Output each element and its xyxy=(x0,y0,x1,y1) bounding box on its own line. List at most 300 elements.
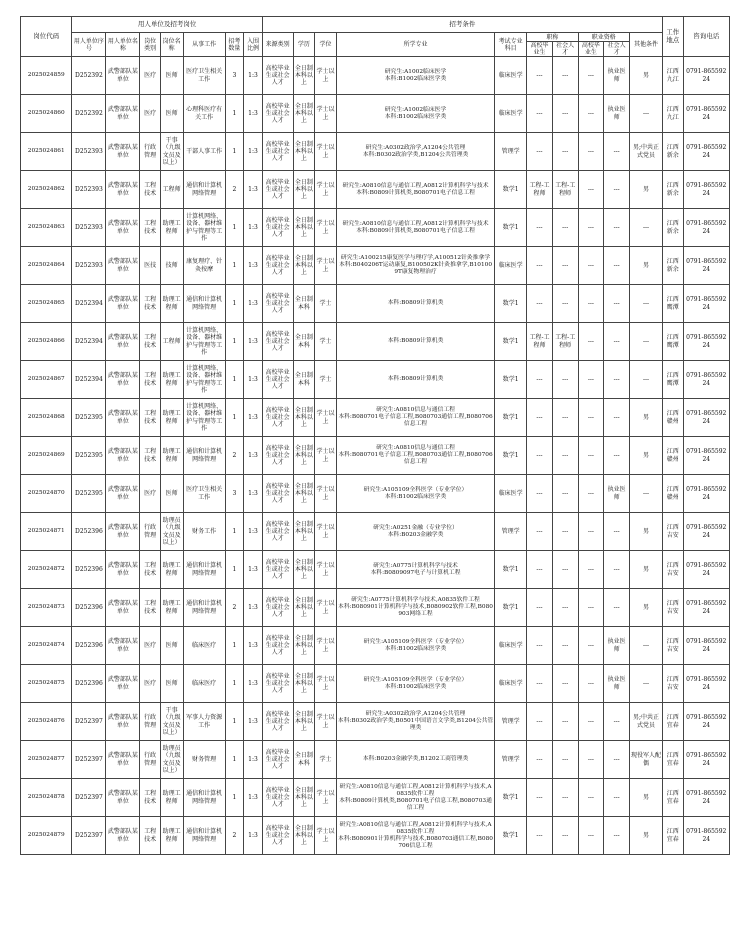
post-name-cell: 助理工程师 xyxy=(160,589,183,627)
qual-graduate-cell: --- xyxy=(578,323,604,361)
major-cell: 研究生:A0775计算机科学与技术,A0835软件工程 本科:B080901计算机科学与技术,B080902软件工程,B080903网络工程 xyxy=(336,589,494,627)
work-cell: 临床医疗 xyxy=(183,627,225,665)
title-social-cell: --- xyxy=(552,703,578,741)
work-cell: 康复理疗、针灸按摩 xyxy=(183,247,225,285)
work-cell: 干部人事工作 xyxy=(183,133,225,171)
unit-name-cell: 武警部队某单位 xyxy=(106,323,140,361)
title-social-cell: --- xyxy=(552,627,578,665)
ratio-cell: 1:3 xyxy=(244,95,263,133)
quota-cell: 2 xyxy=(225,589,244,627)
qual-social-cell: 执业医师 xyxy=(604,475,630,513)
unit-seq-cell: D252396 xyxy=(72,627,106,665)
unit-name-cell: 武警部队某单位 xyxy=(106,437,140,475)
location-cell: 江西赣州 xyxy=(663,399,684,437)
post-type-cell: 医疗 xyxy=(140,475,161,513)
title-graduate-cell: --- xyxy=(527,57,553,95)
unit-name-cell: 武警部队某单位 xyxy=(106,95,140,133)
education-cell: 全日制本科以上 xyxy=(293,817,315,855)
quota-cell: 1 xyxy=(225,703,244,741)
qual-graduate-cell: --- xyxy=(578,361,604,399)
header-location: 工作地点 xyxy=(663,17,684,57)
qual-social-cell: --- xyxy=(604,817,630,855)
exam-subject-cell: 数学1 xyxy=(495,323,527,361)
post-type-cell: 工程技术 xyxy=(140,171,161,209)
work-cell: 通信和计算机网络管理 xyxy=(183,779,225,817)
unit-seq-cell: D252393 xyxy=(72,209,106,247)
post-code-cell: 2025024859 xyxy=(21,57,72,95)
education-cell: 全日制本科以上 xyxy=(293,513,315,551)
ratio-cell: 1:3 xyxy=(244,399,263,437)
work-cell: 计算机网络、设备、器材维护与管理等工作 xyxy=(183,361,225,399)
unit-seq-cell: D252397 xyxy=(72,817,106,855)
source-cell: 高校毕业生或社会人才 xyxy=(262,133,293,171)
work-cell: 临床医疗 xyxy=(183,665,225,703)
qual-graduate-cell: --- xyxy=(578,741,604,779)
ratio-cell: 1:3 xyxy=(244,513,263,551)
degree-cell: 学士 xyxy=(315,323,337,361)
table-row xyxy=(21,95,730,133)
unit-name-cell: 武警部队某单位 xyxy=(106,513,140,551)
qual-social-cell: --- xyxy=(604,247,630,285)
degree-cell: 学士以上 xyxy=(315,247,337,285)
title-graduate-cell: --- xyxy=(527,247,553,285)
location-cell: 江西吉安 xyxy=(663,551,684,589)
quota-cell: 1 xyxy=(225,95,244,133)
post-code-cell: 2025024867 xyxy=(21,361,72,399)
degree-cell: 学士以上 xyxy=(315,589,337,627)
post-type-cell: 工程技术 xyxy=(140,361,161,399)
table-row xyxy=(21,741,730,779)
ratio-cell: 1:3 xyxy=(244,285,263,323)
ratio-cell: 1:3 xyxy=(244,665,263,703)
location-cell: 江西宜春 xyxy=(663,703,684,741)
quota-cell: 1 xyxy=(225,323,244,361)
table-row xyxy=(21,285,730,323)
qual-social-cell: --- xyxy=(604,551,630,589)
unit-seq-cell: D252397 xyxy=(72,741,106,779)
unit-seq-cell: D252393 xyxy=(72,133,106,171)
post-type-cell: 工程技术 xyxy=(140,323,161,361)
degree-cell: 学士 xyxy=(315,285,337,323)
other-conditions-cell: 男 xyxy=(629,513,662,551)
unit-name-cell: 武警部队某单位 xyxy=(106,475,140,513)
major-cell: 研究生:A0251金融（专业学位） 本科:B0203金融学类 xyxy=(336,513,494,551)
work-cell: 心理科医疗有关工作 xyxy=(183,95,225,133)
phone-cell: 0791-86559224 xyxy=(683,475,729,513)
quota-cell: 1 xyxy=(225,551,244,589)
post-type-cell: 工程技术 xyxy=(140,589,161,627)
qual-graduate-cell: --- xyxy=(578,817,604,855)
source-cell: 高校毕业生或社会人才 xyxy=(262,95,293,133)
post-code-cell: 2025024863 xyxy=(21,209,72,247)
major-cell: 本科:B0809计算机类 xyxy=(336,285,494,323)
other-conditions-cell: --- xyxy=(629,627,662,665)
unit-name-cell: 武警部队某单位 xyxy=(106,627,140,665)
quota-cell: 1 xyxy=(225,513,244,551)
post-type-cell: 工程技术 xyxy=(140,551,161,589)
qual-social-cell: --- xyxy=(604,589,630,627)
post-code-cell: 2025024861 xyxy=(21,133,72,171)
major-cell: 研究生:A0810信息与通信工程 本科:B080701电子信息工程,B080703通信工程,B080706信息工程 xyxy=(336,399,494,437)
work-cell: 通信和计算机网络管理 xyxy=(183,285,225,323)
unit-seq-cell: D252396 xyxy=(72,513,106,551)
title-graduate-cell: --- xyxy=(527,361,553,399)
table-row xyxy=(21,171,730,209)
work-cell: 计算机网络、设备、器材维护与管理等工作 xyxy=(183,209,225,247)
education-cell: 全日制本科以上 xyxy=(293,475,315,513)
post-type-cell: 工程技术 xyxy=(140,399,161,437)
recruitment-table-container xyxy=(20,16,730,855)
degree-cell: 学士以上 xyxy=(315,703,337,741)
post-code-cell: 2025024865 xyxy=(21,285,72,323)
ratio-cell: 1:3 xyxy=(244,589,263,627)
exam-subject-cell: 临床医学 xyxy=(495,57,527,95)
title-graduate-cell: --- xyxy=(527,741,553,779)
title-social-cell: --- xyxy=(552,437,578,475)
unit-name-cell: 武警部队某单位 xyxy=(106,285,140,323)
quota-cell: 1 xyxy=(225,779,244,817)
quota-cell: 1 xyxy=(225,741,244,779)
qual-social-cell: --- xyxy=(604,133,630,171)
degree-cell: 学士以上 xyxy=(315,209,337,247)
education-cell: 全日制本科以上 xyxy=(293,57,315,95)
education-cell: 全日制本科 xyxy=(293,361,315,399)
other-conditions-cell: 男 xyxy=(629,437,662,475)
education-cell: 全日制本科以上 xyxy=(293,779,315,817)
header-exam-subject: 考试专业科目 xyxy=(495,33,527,57)
ratio-cell: 1:3 xyxy=(244,171,263,209)
degree-cell: 学士以上 xyxy=(315,95,337,133)
unit-name-cell: 武警部队某单位 xyxy=(106,817,140,855)
post-name-cell: 医师 xyxy=(160,95,183,133)
degree-cell: 学士 xyxy=(315,361,337,399)
major-cell: 研究生:A0775计算机科学与技术 本科:B0809097电子与计算机工程 xyxy=(336,551,494,589)
education-cell: 全日制本科以上 xyxy=(293,95,315,133)
unit-seq-cell: D252395 xyxy=(72,399,106,437)
quota-cell: 1 xyxy=(225,209,244,247)
post-type-cell: 工程技术 xyxy=(140,437,161,475)
degree-cell: 学士以上 xyxy=(315,171,337,209)
location-cell: 江西新余 xyxy=(663,247,684,285)
title-social-cell: --- xyxy=(552,133,578,171)
post-code-cell: 2025024869 xyxy=(21,437,72,475)
post-code-cell: 2025024875 xyxy=(21,665,72,703)
major-cell: 研究生:A105109全科医学（专业学位） 本科:B1002临床医学类 xyxy=(336,665,494,703)
table-row xyxy=(21,209,730,247)
title-social-cell: --- xyxy=(552,361,578,399)
title-graduate-cell: --- xyxy=(527,551,553,589)
location-cell: 江西九江 xyxy=(663,95,684,133)
phone-cell: 0791-86559224 xyxy=(683,703,729,741)
source-cell: 高校毕业生或社会人才 xyxy=(262,57,293,95)
qual-social-cell: --- xyxy=(604,741,630,779)
degree-cell: 学士以上 xyxy=(315,779,337,817)
header-post-type: 岗位类别 xyxy=(140,33,161,57)
source-cell: 高校毕业生或社会人才 xyxy=(262,589,293,627)
title-social-cell: --- xyxy=(552,95,578,133)
qual-graduate-cell: --- xyxy=(578,779,604,817)
location-cell: 江西赣州 xyxy=(663,437,684,475)
quota-cell: 2 xyxy=(225,817,244,855)
work-cell: 通信和计算机网络管理 xyxy=(183,589,225,627)
unit-seq-cell: D252396 xyxy=(72,665,106,703)
unit-seq-cell: D252396 xyxy=(72,589,106,627)
degree-cell: 学士以上 xyxy=(315,399,337,437)
exam-subject-cell: 临床医学 xyxy=(495,665,527,703)
location-cell: 江西新余 xyxy=(663,133,684,171)
ratio-cell: 1:3 xyxy=(244,57,263,95)
title-social-cell: --- xyxy=(552,817,578,855)
quota-cell: 1 xyxy=(225,665,244,703)
header-major: 所学专业 xyxy=(336,33,494,57)
work-cell: 计算机网络、设备、器材维护与管理等工作 xyxy=(183,399,225,437)
quota-cell: 1 xyxy=(225,399,244,437)
title-graduate-cell: --- xyxy=(527,589,553,627)
qual-graduate-cell: --- xyxy=(578,589,604,627)
degree-cell: 学士以上 xyxy=(315,437,337,475)
title-social-cell: --- xyxy=(552,57,578,95)
post-type-cell: 工程技术 xyxy=(140,779,161,817)
post-name-cell: 干事（九级文员及以上） xyxy=(160,133,183,171)
ratio-cell: 1:3 xyxy=(244,703,263,741)
degree-cell: 学士以上 xyxy=(315,551,337,589)
qual-graduate-cell: --- xyxy=(578,133,604,171)
unit-seq-cell: D252394 xyxy=(72,361,106,399)
education-cell: 全日制本科以上 xyxy=(293,665,315,703)
qual-social-cell: --- xyxy=(604,513,630,551)
location-cell: 江西宜春 xyxy=(663,779,684,817)
title-social-cell: --- xyxy=(552,741,578,779)
title-graduate-cell: --- xyxy=(527,133,553,171)
source-cell: 高校毕业生或社会人才 xyxy=(262,285,293,323)
exam-subject-cell: 管理学 xyxy=(495,513,527,551)
source-cell: 高校毕业生或社会人才 xyxy=(262,665,293,703)
post-code-cell: 2025024878 xyxy=(21,779,72,817)
title-graduate-cell: --- xyxy=(527,475,553,513)
post-code-cell: 2025024874 xyxy=(21,627,72,665)
location-cell: 江西鹰潭 xyxy=(663,285,684,323)
location-cell: 江西新余 xyxy=(663,171,684,209)
post-code-cell: 2025024864 xyxy=(21,247,72,285)
post-type-cell: 工程技术 xyxy=(140,817,161,855)
exam-subject-cell: 临床医学 xyxy=(495,475,527,513)
phone-cell: 0791-86559224 xyxy=(683,361,729,399)
post-name-cell: 助理工程师 xyxy=(160,437,183,475)
education-cell: 全日制本科以上 xyxy=(293,703,315,741)
phone-cell: 0791-86559224 xyxy=(683,665,729,703)
unit-seq-cell: D252397 xyxy=(72,703,106,741)
other-conditions-cell: 男 xyxy=(629,171,662,209)
location-cell: 江西吉安 xyxy=(663,627,684,665)
qual-social-cell: 执业医师 xyxy=(604,665,630,703)
source-cell: 高校毕业生或社会人才 xyxy=(262,247,293,285)
other-conditions-cell: 男;中共正式党员 xyxy=(629,133,662,171)
header-education: 学历 xyxy=(293,33,315,57)
education-cell: 全日制本科 xyxy=(293,323,315,361)
exam-subject-cell: 临床医学 xyxy=(495,247,527,285)
exam-subject-cell: 管理学 xyxy=(495,703,527,741)
header-work: 从事工作 xyxy=(183,33,225,57)
education-cell: 全日制本科以上 xyxy=(293,247,315,285)
degree-cell: 学士以上 xyxy=(315,475,337,513)
table-row xyxy=(21,589,730,627)
exam-subject-cell: 数学1 xyxy=(495,285,527,323)
ratio-cell: 1:3 xyxy=(244,361,263,399)
unit-seq-cell: D252394 xyxy=(72,285,106,323)
work-cell: 财务工作 xyxy=(183,513,225,551)
work-cell: 通信和计算机网络管理 xyxy=(183,171,225,209)
table-row xyxy=(21,627,730,665)
title-graduate-cell: --- xyxy=(527,513,553,551)
header-group-unit: 用人单位及招考岗位 xyxy=(72,17,262,33)
table-row xyxy=(21,513,730,551)
unit-name-cell: 武警部队某单位 xyxy=(106,551,140,589)
post-code-cell: 2025024860 xyxy=(21,95,72,133)
post-code-cell: 2025024877 xyxy=(21,741,72,779)
header-phone: 咨询电话 xyxy=(683,17,729,57)
header-title-social: 社会人才 xyxy=(552,42,578,57)
post-code-cell: 2025024873 xyxy=(21,589,72,627)
major-cell: 研究生:A1002临床医学 本科:B1002临床医学类 xyxy=(336,95,494,133)
phone-cell: 0791-86559224 xyxy=(683,551,729,589)
qual-social-cell: 执业医师 xyxy=(604,57,630,95)
table-row xyxy=(21,247,730,285)
education-cell: 全日制本科以上 xyxy=(293,589,315,627)
header-ratio: 入围比例 xyxy=(244,33,263,57)
other-conditions-cell: 男 xyxy=(629,779,662,817)
unit-seq-cell: D252392 xyxy=(72,95,106,133)
qual-social-cell: --- xyxy=(604,399,630,437)
education-cell: 全日制本科 xyxy=(293,741,315,779)
quota-cell: 2 xyxy=(225,437,244,475)
ratio-cell: 1:3 xyxy=(244,437,263,475)
title-social-cell: 工程-工程师 xyxy=(552,323,578,361)
source-cell: 高校毕业生或社会人才 xyxy=(262,361,293,399)
header-post-name: 岗位名称 xyxy=(160,33,183,57)
unit-seq-cell: D252394 xyxy=(72,323,106,361)
qual-graduate-cell: --- xyxy=(578,57,604,95)
post-code-cell: 2025024862 xyxy=(21,171,72,209)
source-cell: 高校毕业生或社会人才 xyxy=(262,741,293,779)
header-qualification-group: 职业资格 xyxy=(578,33,629,42)
major-cell: 研究生:A105109全科医学（专业学位） 本科:B1002临床医学类 xyxy=(336,627,494,665)
title-social-cell: --- xyxy=(552,589,578,627)
qual-social-cell: --- xyxy=(604,323,630,361)
exam-subject-cell: 数学1 xyxy=(495,437,527,475)
phone-cell: 0791-86559224 xyxy=(683,247,729,285)
ratio-cell: 1:3 xyxy=(244,323,263,361)
location-cell: 江西九江 xyxy=(663,57,684,95)
title-social-cell: --- xyxy=(552,665,578,703)
title-graduate-cell: --- xyxy=(527,665,553,703)
title-social-cell: --- xyxy=(552,779,578,817)
post-code-cell: 2025024871 xyxy=(21,513,72,551)
qual-graduate-cell: --- xyxy=(578,703,604,741)
quota-cell: 1 xyxy=(225,133,244,171)
unit-name-cell: 武警部队某单位 xyxy=(106,779,140,817)
major-cell: 研究生:A0810信息与通信工程,A0812计算机科学与技术,A0835软件工程 本科:B0809计算机类,B080701电子信息工程,B080703通信工程 xyxy=(336,779,494,817)
unit-seq-cell: D252395 xyxy=(72,437,106,475)
exam-subject-cell: 数学1 xyxy=(495,399,527,437)
other-conditions-cell: --- xyxy=(629,361,662,399)
source-cell: 高校毕业生或社会人才 xyxy=(262,779,293,817)
ratio-cell: 1:3 xyxy=(244,817,263,855)
unit-seq-cell: D252393 xyxy=(72,171,106,209)
post-name-cell: 助理工程师 xyxy=(160,399,183,437)
unit-name-cell: 武警部队某单位 xyxy=(106,171,140,209)
post-code-cell: 2025024868 xyxy=(21,399,72,437)
title-graduate-cell: --- xyxy=(527,779,553,817)
quota-cell: 1 xyxy=(225,361,244,399)
post-name-cell: 助理工程师 xyxy=(160,551,183,589)
title-social-cell: --- xyxy=(552,399,578,437)
phone-cell: 0791-86559224 xyxy=(683,95,729,133)
title-graduate-cell: --- xyxy=(527,627,553,665)
location-cell: 江西吉安 xyxy=(663,513,684,551)
ratio-cell: 1:3 xyxy=(244,133,263,171)
source-cell: 高校毕业生或社会人才 xyxy=(262,703,293,741)
qual-social-cell: --- xyxy=(604,703,630,741)
table-row xyxy=(21,551,730,589)
qual-graduate-cell: --- xyxy=(578,627,604,665)
source-cell: 高校毕业生或社会人才 xyxy=(262,551,293,589)
post-type-cell: 行政管理 xyxy=(140,133,161,171)
unit-name-cell: 武警部队某单位 xyxy=(106,665,140,703)
other-conditions-cell: 男 xyxy=(629,589,662,627)
title-graduate-cell: --- xyxy=(527,817,553,855)
major-cell: 本科:B0203金融学类,B1202工商管理类 xyxy=(336,741,494,779)
ratio-cell: 1:3 xyxy=(244,209,263,247)
recruitment-table xyxy=(20,16,730,855)
education-cell: 全日制本科以上 xyxy=(293,627,315,665)
post-type-cell: 医疗 xyxy=(140,95,161,133)
unit-name-cell: 武警部队某单位 xyxy=(106,703,140,741)
quota-cell: 1 xyxy=(225,247,244,285)
work-cell: 计算机网络、设备、器材维护与管理等工作 xyxy=(183,323,225,361)
unit-name-cell: 武警部队某单位 xyxy=(106,209,140,247)
title-social-cell: --- xyxy=(552,551,578,589)
other-conditions-cell: 男 xyxy=(629,57,662,95)
post-type-cell: 行政管理 xyxy=(140,703,161,741)
work-cell: 医疗卫生相关工作 xyxy=(183,475,225,513)
other-conditions-cell: --- xyxy=(629,665,662,703)
location-cell: 江西新余 xyxy=(663,209,684,247)
title-graduate-cell: --- xyxy=(527,285,553,323)
phone-cell: 0791-86559224 xyxy=(683,57,729,95)
qual-graduate-cell: --- xyxy=(578,95,604,133)
other-conditions-cell: --- xyxy=(629,475,662,513)
title-graduate-cell: --- xyxy=(527,703,553,741)
table-row xyxy=(21,57,730,95)
post-code-cell: 2025024876 xyxy=(21,703,72,741)
exam-subject-cell: 数学1 xyxy=(495,171,527,209)
phone-cell: 0791-86559224 xyxy=(683,133,729,171)
title-social-cell: --- xyxy=(552,475,578,513)
post-type-cell: 医疗 xyxy=(140,665,161,703)
qual-graduate-cell: --- xyxy=(578,437,604,475)
title-social-cell: --- xyxy=(552,209,578,247)
qual-social-cell: --- xyxy=(604,285,630,323)
other-conditions-cell: 男 xyxy=(629,817,662,855)
unit-seq-cell: D252397 xyxy=(72,779,106,817)
source-cell: 高校毕业生或社会人才 xyxy=(262,513,293,551)
other-conditions-cell: --- xyxy=(629,95,662,133)
post-type-cell: 行政管理 xyxy=(140,741,161,779)
phone-cell: 0791-86559224 xyxy=(683,399,729,437)
work-cell: 通信和计算机网络管理 xyxy=(183,817,225,855)
qual-graduate-cell: --- xyxy=(578,475,604,513)
education-cell: 全日制本科以上 xyxy=(293,437,315,475)
